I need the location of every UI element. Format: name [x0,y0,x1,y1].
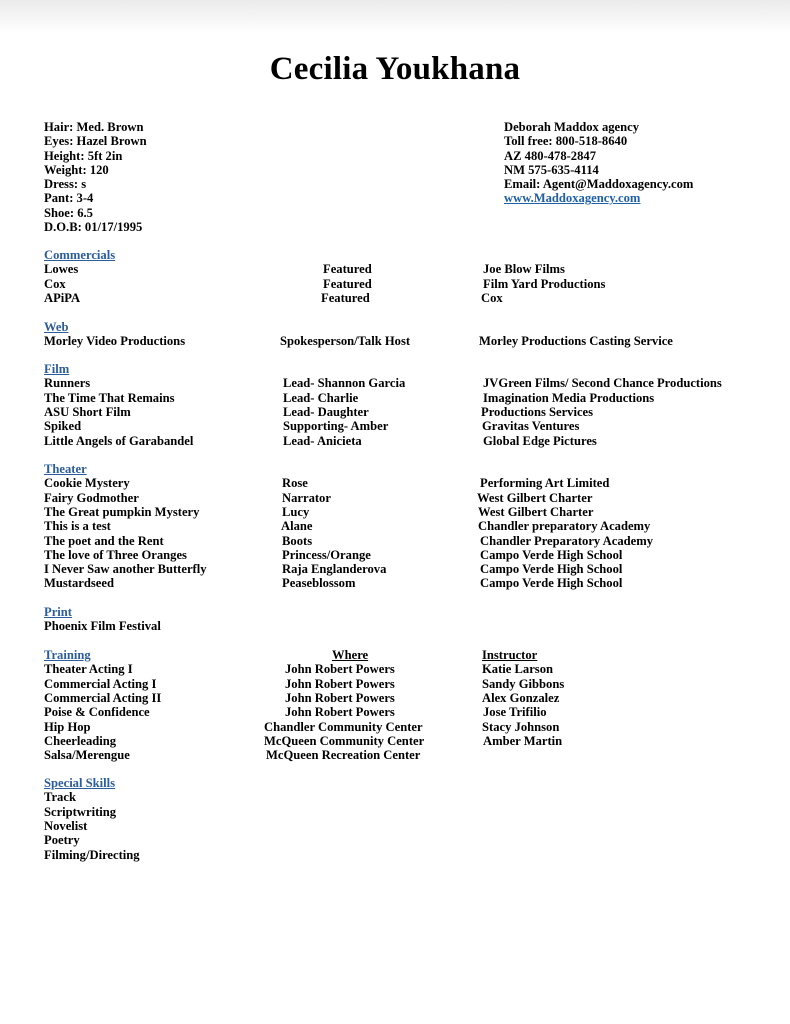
role: Featured [321,290,370,305]
course: Commercial Acting II [44,690,162,705]
role: Featured [323,262,372,277]
shoe: Shoe: 6.5 [44,205,93,220]
weight: Weight: 120 [44,162,109,177]
company: Campo Verde High School [480,547,623,562]
table-row [0,334,790,348]
table-row [0,705,790,719]
commercials-heading: Commercials [44,248,116,262]
course: Hip Hop [44,719,91,734]
company: Chandler preparatory Academy [478,519,651,534]
agent-tollfree: Toll free: 800-518-8640 [504,134,628,149]
company: Performing Art Limited [480,476,610,491]
table-row [0,619,790,633]
height: Height: 5ft 2in [44,148,123,163]
company: Chandler Preparatory Academy [480,533,654,548]
project: The love of Three Oranges [44,547,187,562]
resume-name: Cecilia Youkhana [269,51,521,87]
agent-info [504,120,693,206]
project: Cookie Mystery [44,476,130,491]
table-row [0,391,790,405]
project: I Never Saw another Butterfly [44,562,207,577]
project: The Great pumpkin Mystery [44,504,200,519]
company: Cox [481,290,503,305]
role: Spokesperson/Talk Host [280,334,411,349]
where: McQueen Recreation Center [266,748,421,763]
company: Productions Services [481,404,594,419]
table-row [0,476,790,490]
training-column-headers [0,648,790,662]
company: Gravitas Ventures [482,419,580,434]
table-row [0,291,790,305]
instructor-column-header: Instructor [482,648,538,662]
project: The poet and the Rent [44,533,164,548]
skill: Scriptwriting [44,804,117,819]
web-heading: Web [44,320,69,334]
skills-heading: Special Skills [44,776,116,790]
list-item [0,790,790,804]
role: Lead- Shannon Garcia [283,376,406,391]
company: Global Edge Pictures [483,433,597,448]
top-gradient-bar [0,0,790,34]
role: Peaseblossom [282,576,356,591]
table-row [0,262,790,276]
agent-name: Deborah Maddox agency [504,120,640,134]
personal-info [44,120,147,234]
company: Joe Blow Films [483,262,565,277]
role: Supporting- Amber [283,419,389,434]
agent-az-phone: AZ 480-478-2847 [504,148,596,163]
skill: Novelist [44,818,88,833]
company: West Gilbert Charter [477,490,593,505]
table-row [0,434,790,448]
skill: Filming/Directing [44,847,140,862]
course: Commercial Acting I [44,676,157,691]
project: Cox [44,276,66,291]
project: Little Angels of Garabandel [44,433,194,448]
where: John Robert Powers [285,676,395,691]
table-row [0,519,790,533]
project: Phoenix Film Festival [44,619,161,634]
table-row [0,662,790,676]
project: ASU Short Film [44,404,131,419]
theater-heading: Theater [44,462,87,476]
company: Imagination Media Productions [483,390,655,405]
eyes: Eyes: Hazel Brown [44,134,147,149]
company: Film Yard Productions [483,276,606,291]
table-row [0,505,790,519]
instructor: Stacy Johnson [482,719,560,734]
project: The Time That Remains [44,390,175,405]
company: Campo Verde High School [480,562,623,577]
role: Rose [282,476,308,491]
instructor: Alex Gonzalez [482,690,560,705]
role: Lead- Charlie [283,390,359,405]
project: This is a test [44,519,111,534]
project: Mustardseed [44,576,114,591]
table-row [0,576,790,590]
role: Lead- Anicieta [283,433,362,448]
course: Poise & Confidence [44,705,150,720]
project: Runners [44,376,91,391]
table-row [0,419,790,433]
instructor: Katie Larson [482,662,554,677]
role: Alane [281,519,313,534]
project: Fairy Godmother [44,490,139,505]
instructor: Sandy Gibbons [482,676,565,691]
where: John Robert Powers [285,690,395,705]
table-row [0,534,790,548]
agent-website-link[interactable]: www.Maddoxagency.com [504,191,641,206]
project: Morley Video Productions [44,334,186,349]
table-row [0,720,790,734]
role: Lucy [282,504,310,519]
skill: Poetry [44,833,80,848]
where: Chandler Community Center [264,719,423,734]
where: McQueen Community Center [264,733,425,748]
where: John Robert Powers [285,705,395,720]
list-item [0,805,790,819]
table-row [0,748,790,762]
dob: D.O.B: 01/17/1995 [44,220,143,235]
role: Raja Englanderova [282,562,387,577]
company: West Gilbert Charter [478,504,594,519]
list-item [0,848,790,862]
agent-email: Email: Agent@Maddoxagency.com [504,177,694,192]
company: Morley Productions Casting Service [479,334,673,349]
print-heading: Print [44,605,72,619]
company: JVGreen Films/ Second Chance Productions [483,376,722,391]
company: Campo Verde High School [480,576,623,591]
table-row [0,691,790,705]
project: Lowes [44,262,79,277]
table-row [0,376,790,390]
training-heading: Training [44,648,91,662]
where-column-header: Where [332,648,369,662]
table-row [0,277,790,291]
list-item [0,833,790,847]
project: APiPA [44,290,81,305]
agent-nm-phone: NM 575-635-4114 [504,162,599,177]
course: Cheerleading [44,733,117,748]
dress: Dress: s [44,177,87,192]
table-row [0,405,790,419]
course: Theater Acting I [44,662,133,677]
role: Narrator [282,490,331,505]
skill: Track [44,790,76,805]
table-row [0,562,790,576]
role: Featured [323,276,372,291]
table-row [0,491,790,505]
list-item [0,819,790,833]
instructor: Amber Martin [483,733,563,748]
table-row [0,734,790,748]
role: Princess/Orange [282,547,371,562]
project: Spiked [44,419,82,434]
instructor: Jose Trifilio [483,705,547,720]
table-row [0,677,790,691]
role: Lead- Daughter [283,404,369,419]
where: John Robert Powers [285,662,395,677]
pant: Pant: 3-4 [44,191,94,206]
film-heading: Film [44,362,70,376]
course: Salsa/Merengue [44,748,130,763]
table-row [0,548,790,562]
hair: Hair: Med. Brown [44,120,144,134]
role: Boots [282,533,313,548]
